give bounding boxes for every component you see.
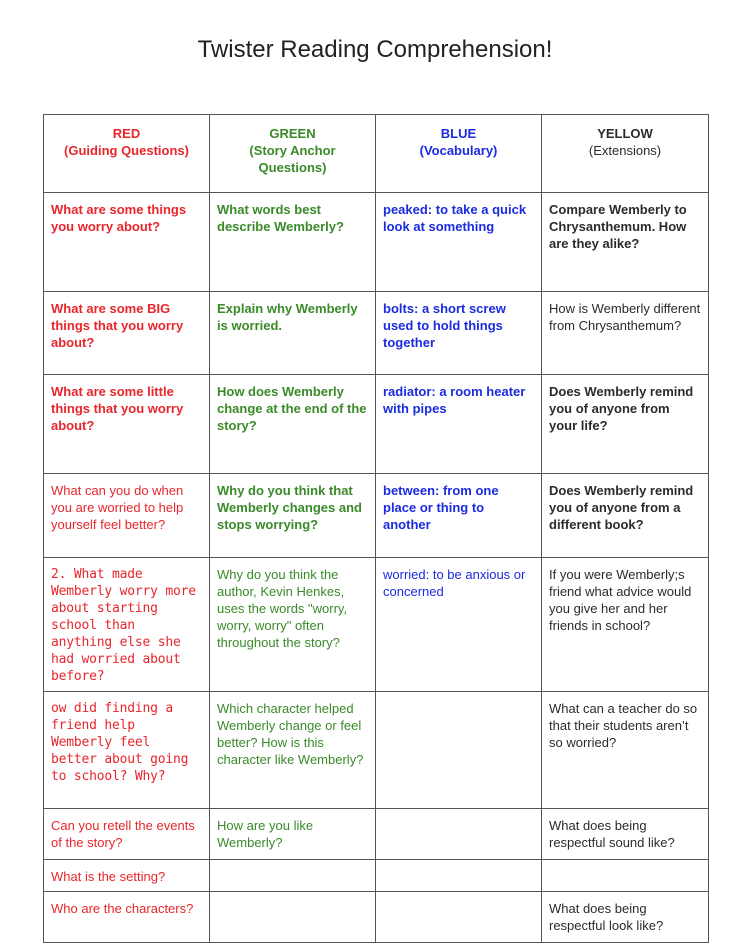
cell-blue: peaked: to take a quick look at something xyxy=(376,193,542,292)
cell-yellow: What does being respectful look like? xyxy=(542,892,709,943)
cell-green: Why do you think that Wemberly changes and stops worrying? xyxy=(210,474,376,558)
header-green-title: GREEN xyxy=(269,126,316,141)
table-row xyxy=(44,474,709,558)
header-blue-subtitle: (Vocabulary) xyxy=(419,143,498,158)
page-title: Twister Reading Comprehension! xyxy=(197,36,553,63)
header-row xyxy=(44,115,709,193)
cell-red: What are some things you worry about? xyxy=(44,193,210,292)
cell-blue xyxy=(376,860,542,892)
cell-yellow: How is Wemberly different from Chrysanthemum? xyxy=(542,292,709,375)
table-row xyxy=(44,860,709,892)
header-blue-title: BLUE xyxy=(440,126,477,141)
cell-yellow: What can a teacher do so that their students aren’t so worried? xyxy=(542,692,709,809)
cell-blue: radiator: a room heater with pipes xyxy=(376,375,542,474)
table-row xyxy=(44,292,709,375)
cell-green: How does Wemberly change at the end of the story? xyxy=(210,375,376,474)
cell-blue xyxy=(376,892,542,943)
cell-green xyxy=(210,860,376,892)
cell-green: Explain why Wemberly is worried. xyxy=(210,292,376,375)
header-yellow xyxy=(542,115,709,193)
cell-green: Why do you think the author, Kevin Henkes, uses the words "worry, worry, worry" often throughout the story? xyxy=(210,558,376,692)
cell-red: What are some little things that you worry about? xyxy=(44,375,210,474)
cell-yellow: Does Wemberly remind you of anyone from your life? xyxy=(542,375,709,474)
cell-red: ow did finding a friend help Wemberly feel better about going to school? Why? xyxy=(44,692,210,809)
table-row xyxy=(44,892,709,943)
header-green xyxy=(210,115,376,193)
cell-blue xyxy=(376,692,542,809)
header-yellow-subtitle: (Extensions) xyxy=(588,143,662,158)
table-row xyxy=(44,375,709,474)
cell-blue: worried: to be anxious or concerned xyxy=(376,558,542,692)
cell-blue xyxy=(376,809,542,860)
cell-red: What is the setting? xyxy=(44,860,210,892)
cell-green: How are you like Wemberly? xyxy=(210,809,376,860)
table-row xyxy=(44,809,709,860)
cell-blue: bolts: a short screw used to hold things together xyxy=(376,292,542,375)
header-yellow-title: YELLOW xyxy=(597,126,653,141)
cell-yellow xyxy=(542,860,709,892)
cell-blue: between: from one place or thing to another xyxy=(376,474,542,558)
cell-green xyxy=(210,892,376,943)
comprehension-table xyxy=(43,114,709,943)
cell-green: What words best describe Wemberly? xyxy=(210,193,376,292)
cell-red: Who are the characters? xyxy=(44,892,210,943)
cell-red: What are some BIG things that you worry about? xyxy=(44,292,210,375)
table-row xyxy=(44,558,709,692)
cell-red: What can you do when you are worried to help yourself feel better? xyxy=(44,474,210,558)
header-red xyxy=(44,115,210,193)
header-red-title: RED xyxy=(112,126,141,141)
cell-yellow: If you were Wemberly;s friend what advice would you give her and her friends in school? xyxy=(542,558,709,692)
table-row xyxy=(44,193,709,292)
cell-yellow: Does Wemberly remind you of anyone from a different book? xyxy=(542,474,709,558)
header-red-subtitle: (Guiding Questions) xyxy=(64,143,189,158)
cell-red: 2. What made Wemberly worry more about starting school than anything else she had worried about before? xyxy=(44,558,210,692)
cell-green: Which character helped Wemberly change or feel better? How is this character like Wemberly? xyxy=(210,692,376,809)
header-green-subtitle: (Story Anchor Questions) xyxy=(249,143,336,175)
table-row xyxy=(44,692,709,809)
cell-yellow: What does being respectful sound like? xyxy=(542,809,709,860)
header-blue xyxy=(376,115,542,193)
cell-red: Can you retell the events of the story? xyxy=(44,809,210,860)
cell-yellow: Compare Wemberly to Chrysanthemum. How are they alike? xyxy=(542,193,709,292)
